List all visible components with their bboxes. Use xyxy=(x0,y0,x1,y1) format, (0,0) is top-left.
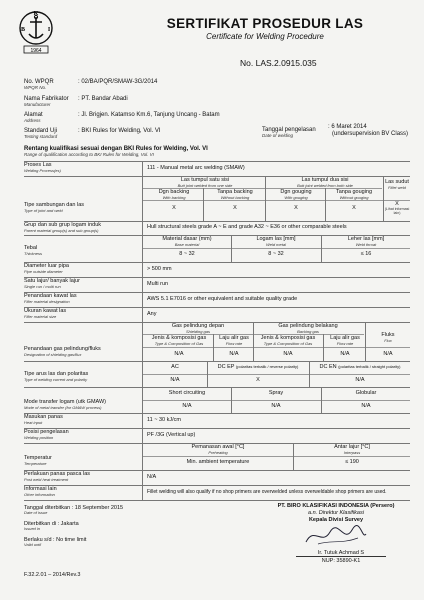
current-dcep-value: X xyxy=(256,377,260,383)
pwht-value: N/A xyxy=(147,474,157,480)
transfer-globular-value: N/A xyxy=(361,403,371,409)
transfer-short-header: Short circuiting xyxy=(168,390,206,396)
wpqr-label: No. WPQR WPQR No. xyxy=(24,79,54,90)
filler-label: Penandaan kawat las Filler material designation xyxy=(24,293,77,304)
fabricator-value: : PT. Bandar Abadi xyxy=(78,96,128,102)
row-pwht xyxy=(24,471,410,486)
valid-until: Berlaku s/d : No time limit Valid until xyxy=(24,537,87,548)
gas-col-back-flow: Laju alir gas Flow rate xyxy=(330,335,360,346)
certificate-number: No. LAS.2.0915.035 xyxy=(240,58,317,68)
row-heat xyxy=(24,414,410,429)
row-runs xyxy=(24,278,410,293)
address-value: : Jl. Brigjen. Katamso Km.6, Tanjung Uncang - Batam xyxy=(78,112,220,118)
process-label: Proses Las Welding Process(es) xyxy=(24,162,61,173)
current-dcep-header: DC EP (polaritas terbalik / reverse polarity) xyxy=(217,364,299,370)
joint-col-with-backing: Dgn backing With backing xyxy=(158,189,190,200)
current-ac-value: N/A xyxy=(170,377,180,383)
logo-letter-b: B xyxy=(20,27,26,33)
wire-value: Any xyxy=(147,311,157,317)
row-position xyxy=(24,429,410,444)
standard-label: Standard Uji Testing standard xyxy=(24,128,58,139)
issue-place: Diterbitkan di : Jakarta Issued in xyxy=(24,521,79,532)
flux-value: N/A xyxy=(383,351,393,357)
certificate-subtitle: Certificate for Welding Procedure xyxy=(206,32,324,41)
position-label: Posisi pengelasan Welding position xyxy=(24,429,69,440)
thickness-weld-value: 8 ~ 32 xyxy=(268,251,284,257)
thickness-base-value: 8 ~ 32 xyxy=(179,251,195,257)
wpqr-value: : 02/BA/PQR/SMAW-3G/2014 xyxy=(78,79,158,85)
row-wire xyxy=(24,308,410,323)
other-label: Informasi lain Other information xyxy=(24,486,57,497)
temperature-preheat-header: Pemanasan awal [°C] Preheating xyxy=(191,444,245,455)
current-ac-header: AC xyxy=(171,364,179,370)
issue-date: Tanggal diterbitkan : 18 September 2015 Date of issue xyxy=(24,505,124,516)
pipe-label: Diameter luar pipa Pipe outside diameter xyxy=(24,263,69,274)
filler-value: AWS 5.1 E7016 or other equivalent and suitable quality grade xyxy=(147,296,298,302)
runs-label: Satu lajur/ banyak lajur Single run / multi run xyxy=(24,278,80,289)
row-filler xyxy=(24,293,410,308)
logo-letter-i: I xyxy=(47,27,51,33)
signer-nup: NUP: 35890-K1 xyxy=(321,558,361,564)
standard-value: : BKI Rules for Welding, Vol. VI xyxy=(78,128,161,134)
pwht-label: Perlakuan panas pasca las Post weld heat treatment xyxy=(24,471,91,482)
thickness-throat-header: Leher las [mm] Weld throat xyxy=(347,236,385,247)
current-dcen-value: N/A xyxy=(355,377,365,383)
gas-back-header: Gas pelindung belakang Backing gas xyxy=(278,323,338,334)
row-thickness xyxy=(24,236,410,263)
transfer-label: Mode transfer logam (utk GMAW) Mode of metal transfer (for GMAW process) xyxy=(24,399,107,410)
gas-col-front-type: Jenis & komposisi gas Type & Composition of Gas xyxy=(151,335,207,346)
row-current xyxy=(24,362,410,388)
signer-name: Ir. Tutuk Achmad S xyxy=(296,550,386,557)
row-temperature xyxy=(24,444,410,471)
joint-one-side-header: Las tumpul satu sisi Butt joint welded from one side xyxy=(177,177,233,188)
gas-front-header: Gas pelindung depan Shielding gas xyxy=(171,323,225,334)
joint-value-fillet: X (Lihat informasi lain) xyxy=(384,201,410,215)
transfer-globular-header: Globular xyxy=(355,390,377,396)
welding-date-value: : 6 Maret 2014 xyxy=(328,124,367,130)
gas-back-flow-value: N/A xyxy=(340,351,350,357)
qualification-range-heading: Rentang kualifikasi sesuai dengan BKI Rules for Welding, Vol. VI Range of qualification according to BKI Rules for Welding, Vol. VI xyxy=(24,146,208,157)
form-code: F.32.2.01 – 2014/Rev.3 xyxy=(24,572,81,578)
material-value: Hull structural steels grade A ~ E and grade A32 ~ E36 or other comparable steels xyxy=(147,224,347,230)
signature xyxy=(300,522,370,550)
joint-fillet-header: Las sudut Fillet weld xyxy=(385,179,409,190)
runs-value: Multi run xyxy=(147,281,169,287)
current-dcen-header: DC EN (polaritas terbalik / straight polarity) xyxy=(319,364,401,370)
row-joint xyxy=(24,177,410,222)
joint-value-with-gouging: X xyxy=(294,205,298,211)
temperature-preheat-value: Min. ambient temperature xyxy=(186,459,250,465)
joint-both-side-header: Las tumpul dua sisi Butt joint welded from both side xyxy=(297,177,353,188)
joint-value-without-gouging: X xyxy=(352,205,356,211)
temperature-interpass-header: Antar lajur [°C] Interpass xyxy=(334,444,370,455)
thickness-throat-value: ≤ 16 xyxy=(360,251,372,257)
row-material xyxy=(24,222,410,236)
process-value: 111 - Manual metal arc welding (SMAW) xyxy=(147,165,245,171)
thickness-base-header: Material dasar (mm) Base material xyxy=(162,236,212,247)
fabricator-label: Nama Fabrikator Manufacturer xyxy=(24,96,69,107)
logo-year: 1964 xyxy=(30,48,42,54)
certificate-title: SERTIFIKAT PROSEDUR LAS xyxy=(166,16,364,31)
flux-header: Fluks Flux xyxy=(381,332,395,343)
row-process xyxy=(24,161,410,177)
pipe-value: > 500 mm xyxy=(147,266,172,272)
welding-date-label: Tanggal pengelasan Date of welding xyxy=(262,127,316,138)
bki-logo xyxy=(14,8,58,56)
gas-front-type-value: N/A xyxy=(174,351,184,357)
welding-date-note: (undersupervision BV Class) xyxy=(332,131,409,137)
other-value: Fillet welding will also qualify if no shop primers are overwelded unless overweldable shop primers are used. xyxy=(147,489,387,495)
heat-label: Masukan panas Heat input xyxy=(24,414,63,425)
issuer-sub: a.n. Direktur Klasifikasi xyxy=(308,510,364,516)
qualification-table xyxy=(24,161,410,501)
address-label: Alamat Address xyxy=(24,112,43,123)
wire-label: Ukuran kawat las Filler material size xyxy=(24,308,67,319)
temperature-interpass-value: ≤ 190 xyxy=(345,459,359,465)
joint-col-without-backing: Tanpa backing Without backing xyxy=(217,189,253,200)
transfer-spray-header: Spray xyxy=(268,390,284,396)
issuer-head: Kepala Divisi Survey xyxy=(308,517,364,523)
transfer-spray-value: N/A xyxy=(271,403,281,409)
joint-col-with-gouging: Dgn gouging With gouging xyxy=(280,189,312,200)
joint-label: Tipe sambungan dan las Type of joint and weld xyxy=(24,202,85,213)
thickness-weld-header: Logam las [mm] Weld metal xyxy=(256,236,296,247)
temperature-label: Temperatur Temperature xyxy=(24,455,52,466)
issuer-org: PT. BIRO KLASIFIKASI INDONESIA (Persero) xyxy=(277,503,395,509)
thickness-label: Tebal Thickness xyxy=(24,245,43,256)
logo-letter-k: K xyxy=(33,11,39,17)
joint-value-without-backing: X xyxy=(233,205,237,211)
row-other xyxy=(24,486,410,501)
row-gas xyxy=(24,323,410,362)
row-transfer xyxy=(24,388,410,414)
gas-front-flow-value: N/A xyxy=(229,351,239,357)
heat-value: 11 ~ 30 kJ/cm xyxy=(147,417,181,423)
material-label: Grup dan sub grup logam induk Parent material group(s) and sub group(s) xyxy=(24,222,102,233)
transfer-short-value: N/A xyxy=(182,403,192,409)
row-pipe xyxy=(24,263,410,278)
gas-back-type-value: N/A xyxy=(283,351,293,357)
gas-col-front-flow: Laju alir gas Flow rate xyxy=(219,335,249,346)
joint-col-without-gouging: Tanpa gouging Without gouging xyxy=(335,189,373,200)
current-label: Tipe arus las dan polaritas Type of welding current and polarity xyxy=(24,371,89,382)
joint-value-with-backing: X xyxy=(172,205,176,211)
position-value: PF /3G (Vertical up) xyxy=(147,432,196,438)
gas-col-back-type: Jenis & komposisi gas Type & Composition of Gas xyxy=(260,335,316,346)
gas-label: Penandaan gas pelindung/fluks Designation of shielding gas/flux xyxy=(24,346,101,357)
